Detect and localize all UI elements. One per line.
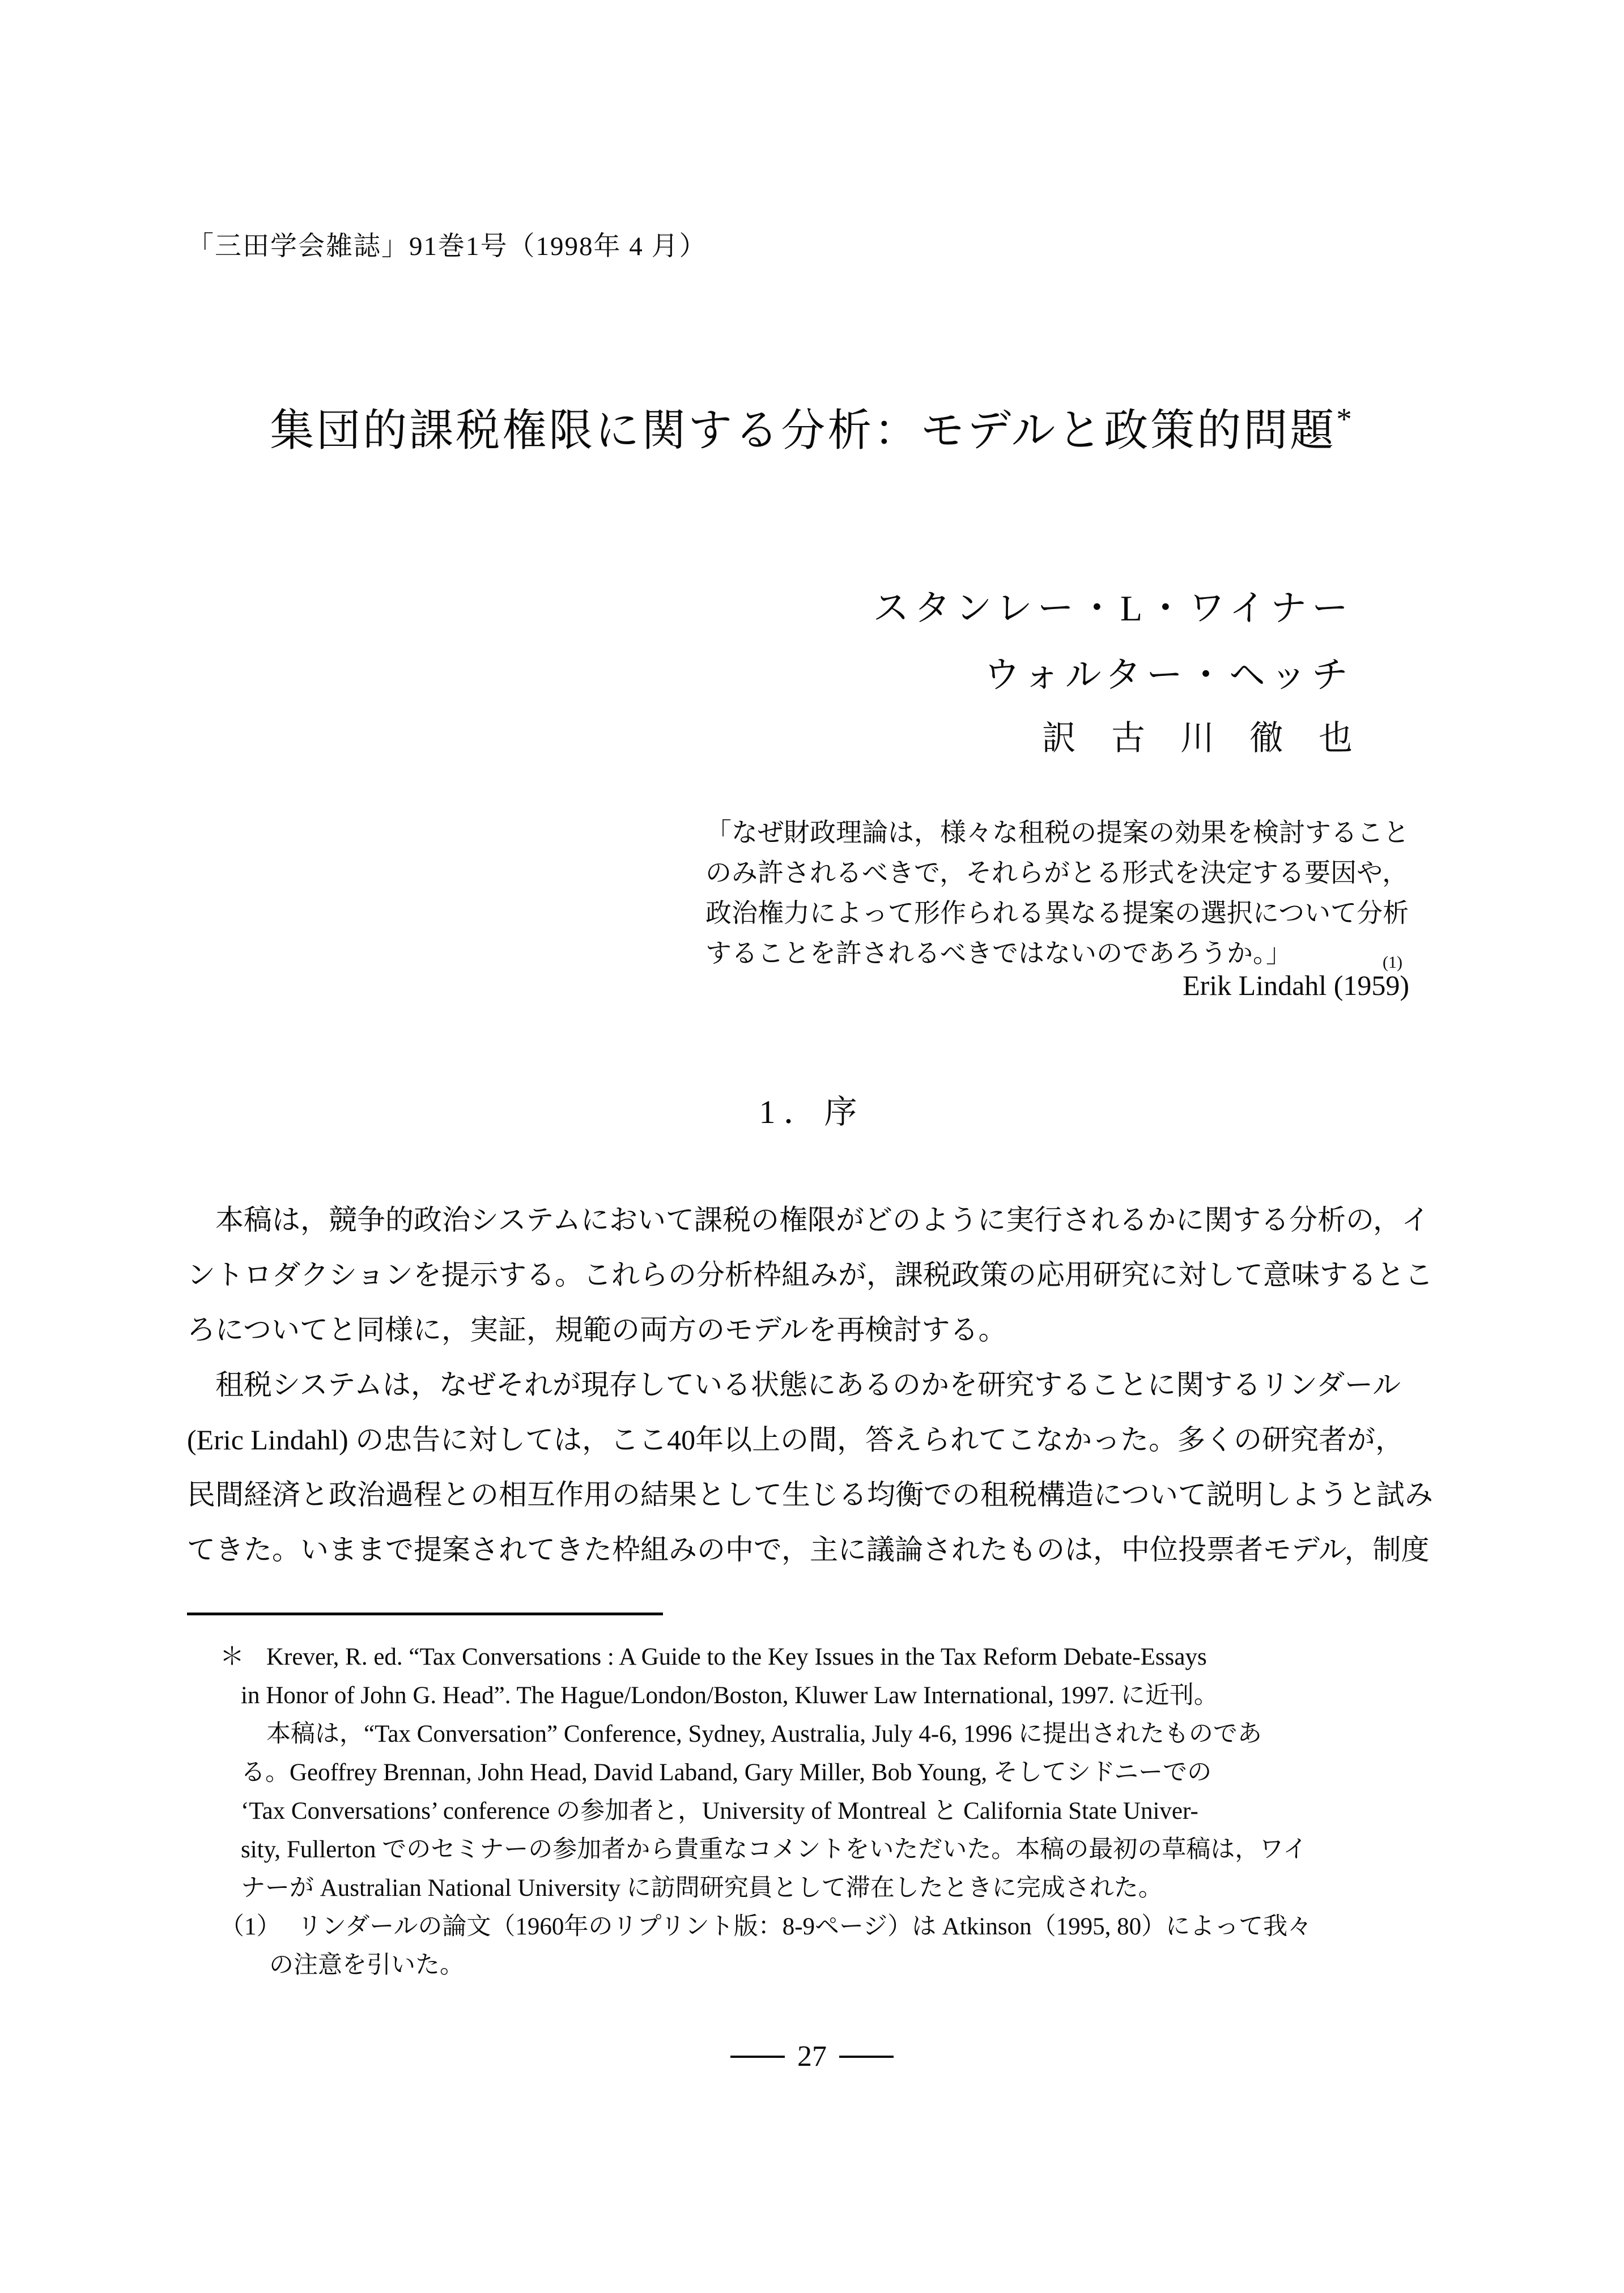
page-number: 27 (797, 2040, 827, 2073)
footnote-1-marker: （1） (220, 1913, 281, 1940)
epigraph-line: のみ許されるべきで，それらがとる形式を決定する要因や， (705, 858, 1409, 887)
body-line: 民間経済と政治過程との相互作用の結果として生じる均衡での租税構造について説明しようと試み (187, 1479, 1433, 1511)
body-line: 本稿は，競争的政治システムにおいて課税の権限がどのように実行されるかに関する分析の，イ (215, 1204, 1430, 1236)
translator-name: 訳 古 川 徹 也 (1042, 720, 1353, 757)
epigraph-line: 「なぜ財政理論は，様々な租税の提案の効果を検討すること (705, 818, 1409, 847)
footnote-line: sity, Fullerton でのセミナーの参加者から貴重なコメントをいただいた。本稿の最初の草稿は，ワイ (241, 1836, 1307, 1863)
epigraph-line: することを許されるべきではないのであろうか。」 (705, 939, 1292, 968)
footnote-line: in Honor of John G. Head”. The Hague/London/Boston, Kluwer Law International, 1997. に近刊。 (241, 1682, 1218, 1709)
author-name-2: ウォルター・ヘッチ (984, 655, 1353, 695)
footer-dash-left (730, 2056, 785, 2058)
journal-header: 「三田学会雑誌」91巻1号（1998年 4 月） (187, 232, 707, 261)
footnote-line: 本稿は，“Tax Conversation” Conference, Sydney, Australia, July 4-6, 1996 に提出されたものであ (266, 1721, 1262, 1747)
author-name-1: スタンレー・L・ワイナー (873, 588, 1353, 628)
footnote-star-marker: ＊ (220, 1644, 244, 1670)
epigraph-attribution: Erik Lindahl (1959) (1183, 969, 1409, 1001)
footer-dash-right (839, 2056, 894, 2058)
body-line: (Eric Lindahl) の忠告に対しては，ここ40年以上の間，答えられてこなかった。多くの研究者が， (187, 1424, 1404, 1456)
footnote-separator (187, 1613, 663, 1615)
body-line: ントロダクションを提示する。これらの分析枠組みが，課税政策の応用研究に対して意味するとこ (187, 1259, 1433, 1291)
footnote-1 (220, 1908, 1487, 1985)
footnote-line: リンダールの論文（1960年のリプリント版：8-9ページ）は Atkinson（1995, 80）によって我々 (297, 1913, 1312, 1940)
page-title (0, 403, 1624, 453)
title-footnote-marker: * (1336, 402, 1354, 436)
body-text (187, 1193, 1479, 1577)
footnote-line: ‘Tax Conversations’ conference の参加者と，University of Montreal と California State Univer- (241, 1798, 1198, 1824)
body-line: ろについてと同様に，実証，規範の両方のモデルを再検討する。 (187, 1314, 1007, 1346)
page-number-footer (0, 2036, 1624, 2077)
epigraph-line: 政治権力によって形作られる異なる提案の選択について分析 (705, 899, 1409, 928)
epigraph-footnote-marker: (1) (1383, 953, 1402, 972)
footnote-line: Krever, R. ed. “Tax Conversations : A Guide to the Key Issues in the Tax Reform Debate-Essays (266, 1644, 1207, 1670)
footnote-line: る。Geoffrey Brennan, John Head, David Laband, Gary Miller, Bob Young, そしてシドニーでの (241, 1759, 1212, 1786)
body-line: 租税システムは，なぜそれが現存している状態にあるのかを研究することに関するリンダール (215, 1369, 1401, 1401)
body-line: てきた。いままで提案されてきた枠組みの中で，主に議論されたものは，中位投票者モデル，制度 (187, 1534, 1430, 1565)
title-text: 集団的課税権限に関する分析：モデルと政策的問題 (270, 406, 1337, 455)
epigraph-quote (705, 812, 1453, 973)
footnote-line: の注意を引いた。 (269, 1952, 464, 1979)
section-heading: 1．序 (759, 1094, 865, 1130)
footnote-line: ナーが Australian National University に訪問研究員として滞在したときに完成された。 (241, 1875, 1163, 1901)
footnote-star (220, 1638, 1487, 1908)
